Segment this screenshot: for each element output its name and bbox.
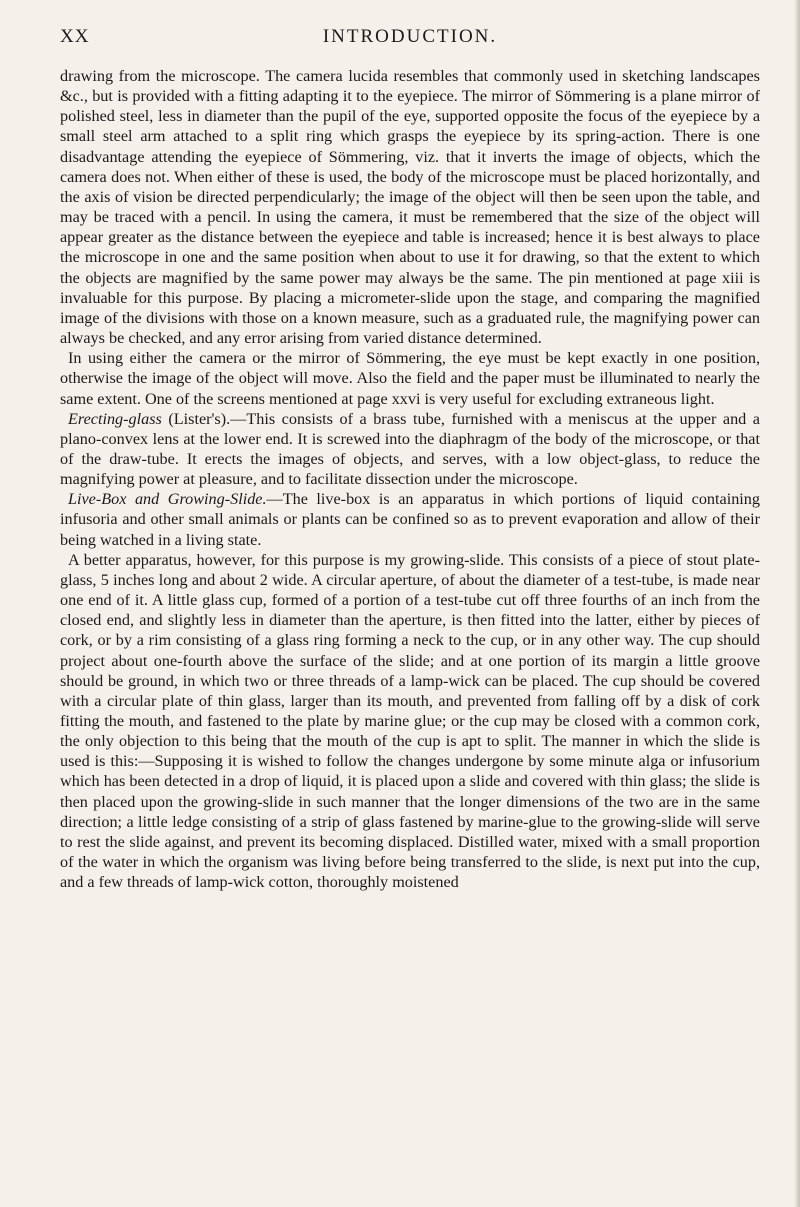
paragraph-sommering-eye bbox=[60, 348, 760, 408]
paragraph-erecting-glass bbox=[60, 409, 760, 490]
body-text bbox=[60, 66, 760, 892]
paragraph-text: In using either the camera or the mirror of Sömmering, the eye must be kept exactly in one position, otherwise the image of the object will move. Also the field and the paper must be illuminated to nearly the same extent. One of the screens mentioned at page xxvi is very useful for excluding extraneous light. bbox=[60, 349, 760, 408]
section-heading-live-box: Live-Box and Growing-Slide. bbox=[68, 490, 267, 509]
page-header bbox=[60, 26, 760, 50]
paragraph-text: (Lister's).—This consists of a brass tube, furnished with a meniscus at the upper and a plano-convex lens at the lower end. It is screwed into the diaphragm of the body of the microscope, or that of the draw-tube. It erects the images of objects, and serves, with a low object-glass, to reduce the magnifying power at pleasure, and to facilitate dissection under the microscope. bbox=[60, 409, 760, 489]
section-heading-erecting-glass: Erecting-glass bbox=[68, 409, 162, 428]
paragraph-text: —The live-box is an apparatus in which portions of liquid containing infusoria and other small animals or plants can be confined so as to prevent evaporation and allow of their being watched in a living state. bbox=[60, 490, 760, 549]
paragraph-text: drawing from the microscope. The camera lucida resembles that commonly used in sketching landscapes &c., but is provided with a fitting adapting it to the eyepiece. The mirror of Sömmering is a plane mirror of polished steel, less in diameter than the pupil of the eye, supported opposite the focus of the eyepiece by a small steel arm attached to a split ring which grasps the eyepiece by its spring-action. There is one disadvantage attending the eyepiece of Sömmering, viz. that it inverts the image of objects, which the camera does not. When either of these is used, the body of the microscope must be placed horizontally, and the axis of vision be directed perpendicularly; the image of the object will then be seen upon the table, and may be traced with a pencil. In using the camera, it must be remembered that the size of the object will appear greater as the distance between the eyepiece and table is increased; hence it is best always to place the microscope in one and the same position when about to use it for drawing, so that the extent to which the objects are magnified by the same power may always be the same. The pin mentioned at page xiii is invaluable for this purpose. By placing a micrometer-slide upon the stage, and comparing the magnified image of the divisions with those on a known measure, such as a graduated rule, the magnifying power can always be checked, and any error arising from varied distance determined. bbox=[60, 67, 760, 348]
paragraph-text: A better apparatus, however, for this purpose is my growing-slide. This consists of a piece of stout plate-glass, 5 inches long and about 2 wide. A circular aperture, of about the diameter of a test-tube, is made near one end of it. A little glass cup, formed of a portion of a test-tube cut off three fourths of an inch from the closed end, and slightly less in diameter than the aperture, is then fitted into the latter, either by pieces of cork, or by a rim consisting of a glass ring forming a neck to the cup, or in any other way. The cup should project about one-fourth above the surface of the slide; and at one portion of its margin a little groove should be ground, in which two or three threads of a lamp-wick can be placed. The cup should be covered with a circular plate of thin glass, larger than its mouth, and prevented from falling off by a disk of cork fitting the mouth, and fastened to the plate by marine glue; or the cup may be closed with a common cork, the only objection to this being that the mouth of the cup is apt to split. The manner in which the slide is used is this:—Supposing it is wished to follow the changes undergone by some minute alga or infusorium which has been detected in a drop of liquid, it is placed upon a slide and covered with thin glass; the slide is then placed upon the growing-slide in such manner that the longer dimensions of the two are in the same direction; a little ledge consisting of a strip of glass fastened by marine-glue to the growing-slide will serve to rest the slide against, and prevent its becoming displaced. Distilled water, mixed with a small proportion of the water in which the organism was living before being transferred to the slide, is next put into the cup, and a few threads of lamp-wick cotton, thoroughly moistened bbox=[60, 550, 760, 892]
paragraph-growing-slide bbox=[60, 550, 760, 893]
page-edge-shadow bbox=[794, 0, 800, 1207]
paragraph-camera-lucida bbox=[60, 66, 760, 348]
running-head: INTRODUCTION. bbox=[322, 26, 498, 47]
page-number: XX bbox=[60, 26, 90, 47]
paragraph-live-box bbox=[60, 489, 760, 549]
